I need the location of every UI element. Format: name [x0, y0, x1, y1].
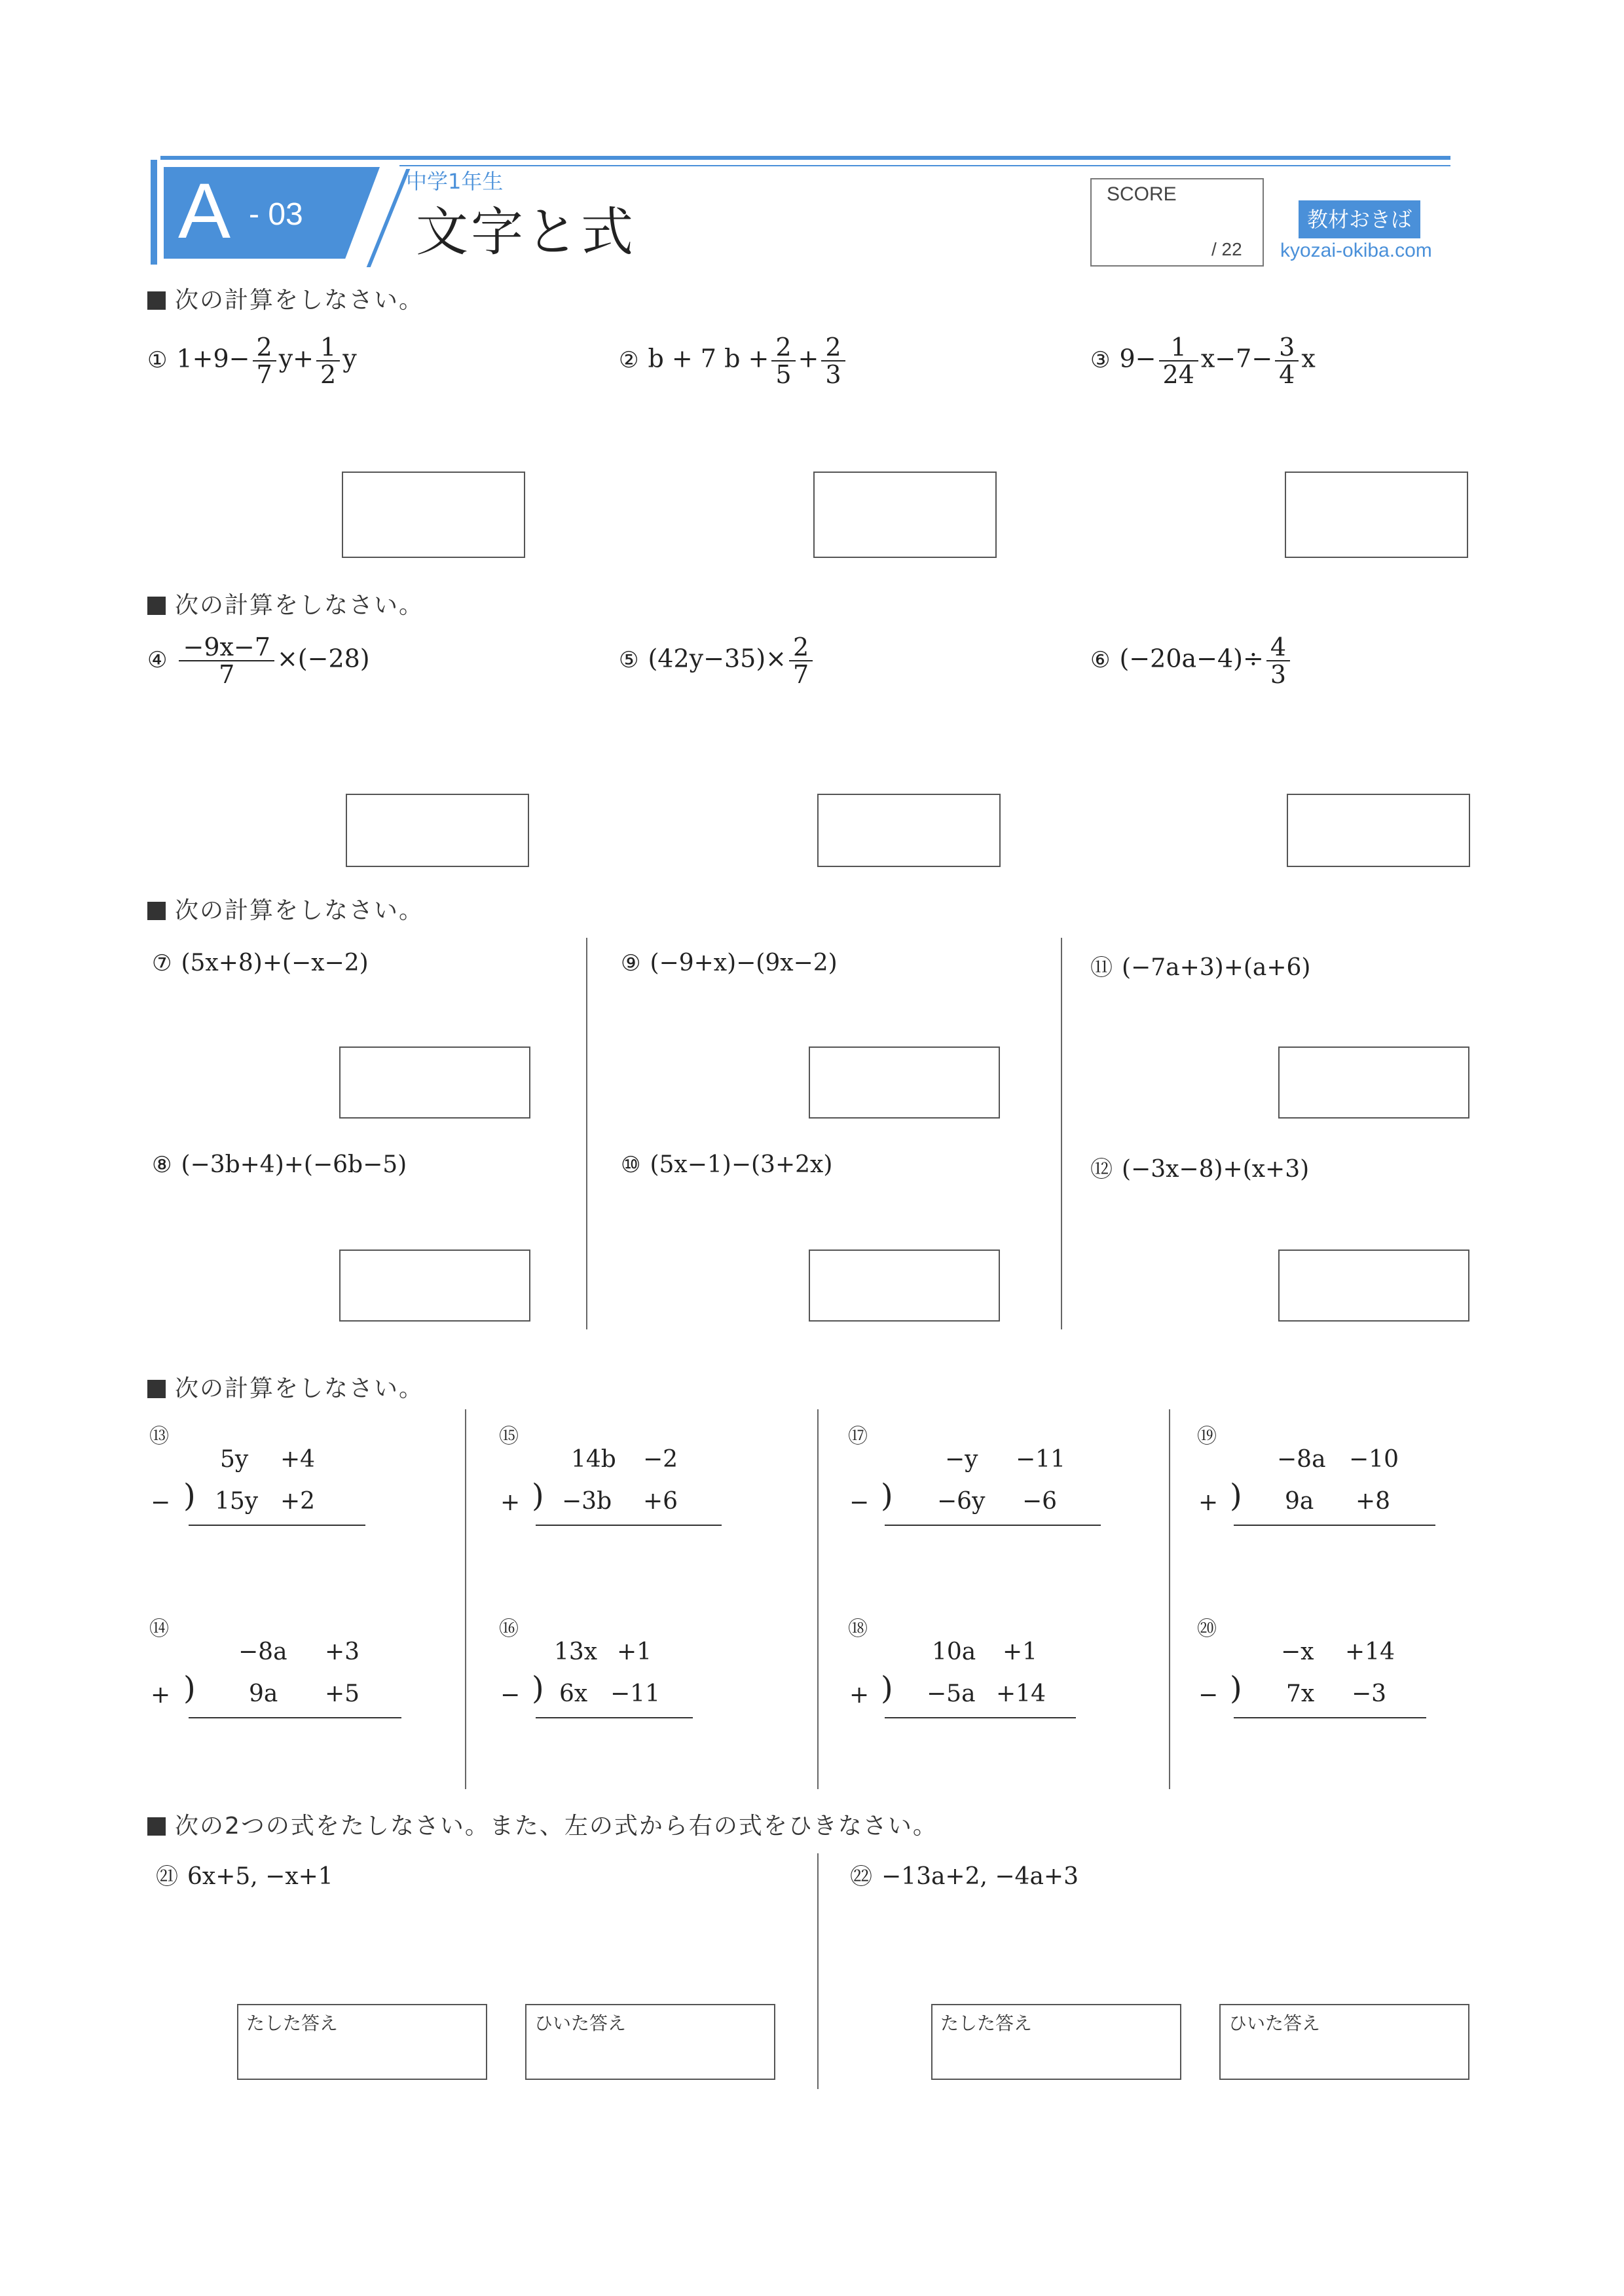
- paren-icon: ): [1230, 1670, 1242, 1707]
- fraction: $\frac{2}{3}$: [821, 334, 845, 388]
- problem-4: ④ $\frac{-9x-7}{7}$ ×(−28): [147, 633, 370, 689]
- problem-12: ⑫ (−3x−8)+(x+3): [1090, 1156, 1310, 1183]
- problem-11: ⑪ (−7a+3)+(a+6): [1090, 954, 1311, 981]
- subtract-answer-box-21[interactable]: ひいた答え: [525, 2004, 775, 2080]
- square-bullet-icon: [147, 902, 166, 920]
- answer-box-7[interactable]: [339, 1046, 530, 1119]
- problem-22: ㉒ −13a+2, −4a+3: [850, 1863, 1079, 1890]
- paren-icon: ): [1230, 1477, 1242, 1514]
- square-bullet-icon: [147, 1817, 166, 1836]
- header-top-rule: [160, 156, 1450, 160]
- level-number: - 03: [249, 197, 303, 232]
- problem-1: ① 1+9− $\frac{2}{7}$ y+ $\frac{1}{2}$ y: [147, 333, 357, 389]
- answer-box-2[interactable]: [813, 472, 997, 558]
- fraction: $\frac{3}{4}$: [1275, 334, 1299, 388]
- score-total: / 22: [1211, 239, 1242, 259]
- paren-icon: ): [183, 1477, 196, 1514]
- problem-7: ⑦ (5x+8)+(−x−2): [152, 950, 369, 976]
- paren-icon: ): [183, 1670, 196, 1707]
- subtract-answer-box-22[interactable]: ひいた答え: [1219, 2004, 1469, 2080]
- page-title: 文字と式: [416, 202, 636, 263]
- problem-10: ⑩ (5x−1)−(3+2x): [621, 1151, 833, 1178]
- fraction: $\frac{2}{7}$: [789, 634, 813, 688]
- fraction: $\frac{2}{7}$: [253, 334, 276, 388]
- vertical-problem-16: ⑯ 13x +1 − ) 6x −11: [499, 1612, 800, 1730]
- answer-box-6[interactable]: [1287, 794, 1470, 867]
- column-divider: [1169, 1409, 1170, 1789]
- answer-box-4[interactable]: [346, 794, 529, 867]
- section-heading-4: 次の計算をしなさい。: [147, 1370, 424, 1403]
- column-divider: [1061, 938, 1062, 1329]
- answer-box-3[interactable]: [1285, 472, 1468, 558]
- problem-2: ② b + 7 b + $\frac{2}{5}$ + $\frac{2}{3}$: [619, 334, 848, 388]
- paren-icon: ): [881, 1477, 893, 1514]
- brand-url[interactable]: kyozai-okiba.com: [1280, 240, 1432, 261]
- level-letter: A: [178, 167, 231, 255]
- problem-8: ⑧ (−3b+4)+(−6b−5): [152, 1151, 407, 1178]
- square-bullet-icon: [147, 1380, 166, 1398]
- problem-3: ③ 9− $\frac{1}{24}$ x−7− $\frac{3}{4}$ x: [1090, 333, 1316, 389]
- answer-box-1[interactable]: [342, 472, 525, 558]
- section-heading-3: 次の計算をしなさい。: [147, 892, 424, 925]
- column-divider: [817, 1409, 819, 1789]
- header-left-bar: [151, 160, 157, 265]
- vertical-problem-13: ⑬ 5y +4 − ) 15y +2: [149, 1420, 451, 1538]
- add-answer-box-22[interactable]: たした答え: [931, 2004, 1181, 2080]
- answer-box-11[interactable]: [1278, 1046, 1469, 1119]
- answer-box-12[interactable]: [1278, 1250, 1469, 1322]
- fraction: $\frac{1}{24}$: [1159, 334, 1198, 388]
- vertical-problem-14: ⑭ −8a +3 + ) 9a +5: [149, 1612, 451, 1730]
- score-label: SCORE: [1107, 183, 1177, 205]
- paren-icon: ): [532, 1477, 544, 1514]
- problem-9: ⑨ (−9+x)−(9x−2): [621, 950, 838, 976]
- vertical-problem-18: ⑱ 10a +1 + ) −5a +14: [848, 1612, 1149, 1730]
- problem-5: ⑤ (42y−35)× $\frac{2}{7}$: [619, 634, 815, 688]
- problem-21: ㉑ 6x+5, −x+1: [156, 1863, 333, 1890]
- answer-box-8[interactable]: [339, 1250, 530, 1322]
- answer-box-9[interactable]: [809, 1046, 1000, 1119]
- square-bullet-icon: [147, 291, 166, 310]
- grade-label: 中学1年生: [406, 169, 504, 194]
- problem-6: ⑥ (−20a−4)÷ $\frac{4}{3}$: [1090, 634, 1293, 688]
- fraction: $\frac{4}{3}$: [1266, 634, 1290, 688]
- header-top-rule-thin: [399, 165, 1450, 166]
- fraction: $\frac{2}{5}$: [771, 334, 795, 388]
- paren-icon: ): [881, 1670, 893, 1707]
- add-answer-box-21[interactable]: たした答え: [237, 2004, 487, 2080]
- section-heading-1: 次の計算をしなさい。: [147, 282, 424, 315]
- column-divider: [817, 1853, 819, 2089]
- column-divider: [465, 1409, 466, 1789]
- answer-box-10[interactable]: [809, 1250, 1000, 1322]
- section-heading-5: 次の2つの式をたしなさい。また、左の式から右の式をひきなさい。: [147, 1807, 938, 1841]
- section-heading-2: 次の計算をしなさい。: [147, 587, 424, 620]
- square-bullet-icon: [147, 597, 166, 615]
- vertical-problem-17: ⑰ −y −11 − ) −6y −6: [848, 1420, 1149, 1538]
- paren-icon: ): [532, 1670, 544, 1707]
- brand-badge: 教材おきば: [1299, 200, 1420, 238]
- fraction: $\frac{1}{2}$: [316, 334, 340, 388]
- fraction: $\frac{-9x-7}{7}$: [179, 634, 274, 688]
- answer-box-5[interactable]: [817, 794, 1001, 867]
- vertical-problem-19: ⑲ −8a −10 + ) 9a +8: [1197, 1420, 1498, 1538]
- vertical-problem-15: ⑮ 14b −2 + ) −3b +6: [499, 1420, 800, 1538]
- column-divider: [586, 938, 587, 1329]
- vertical-problem-20: ⑳ −x +14 − ) 7x −3: [1197, 1612, 1498, 1730]
